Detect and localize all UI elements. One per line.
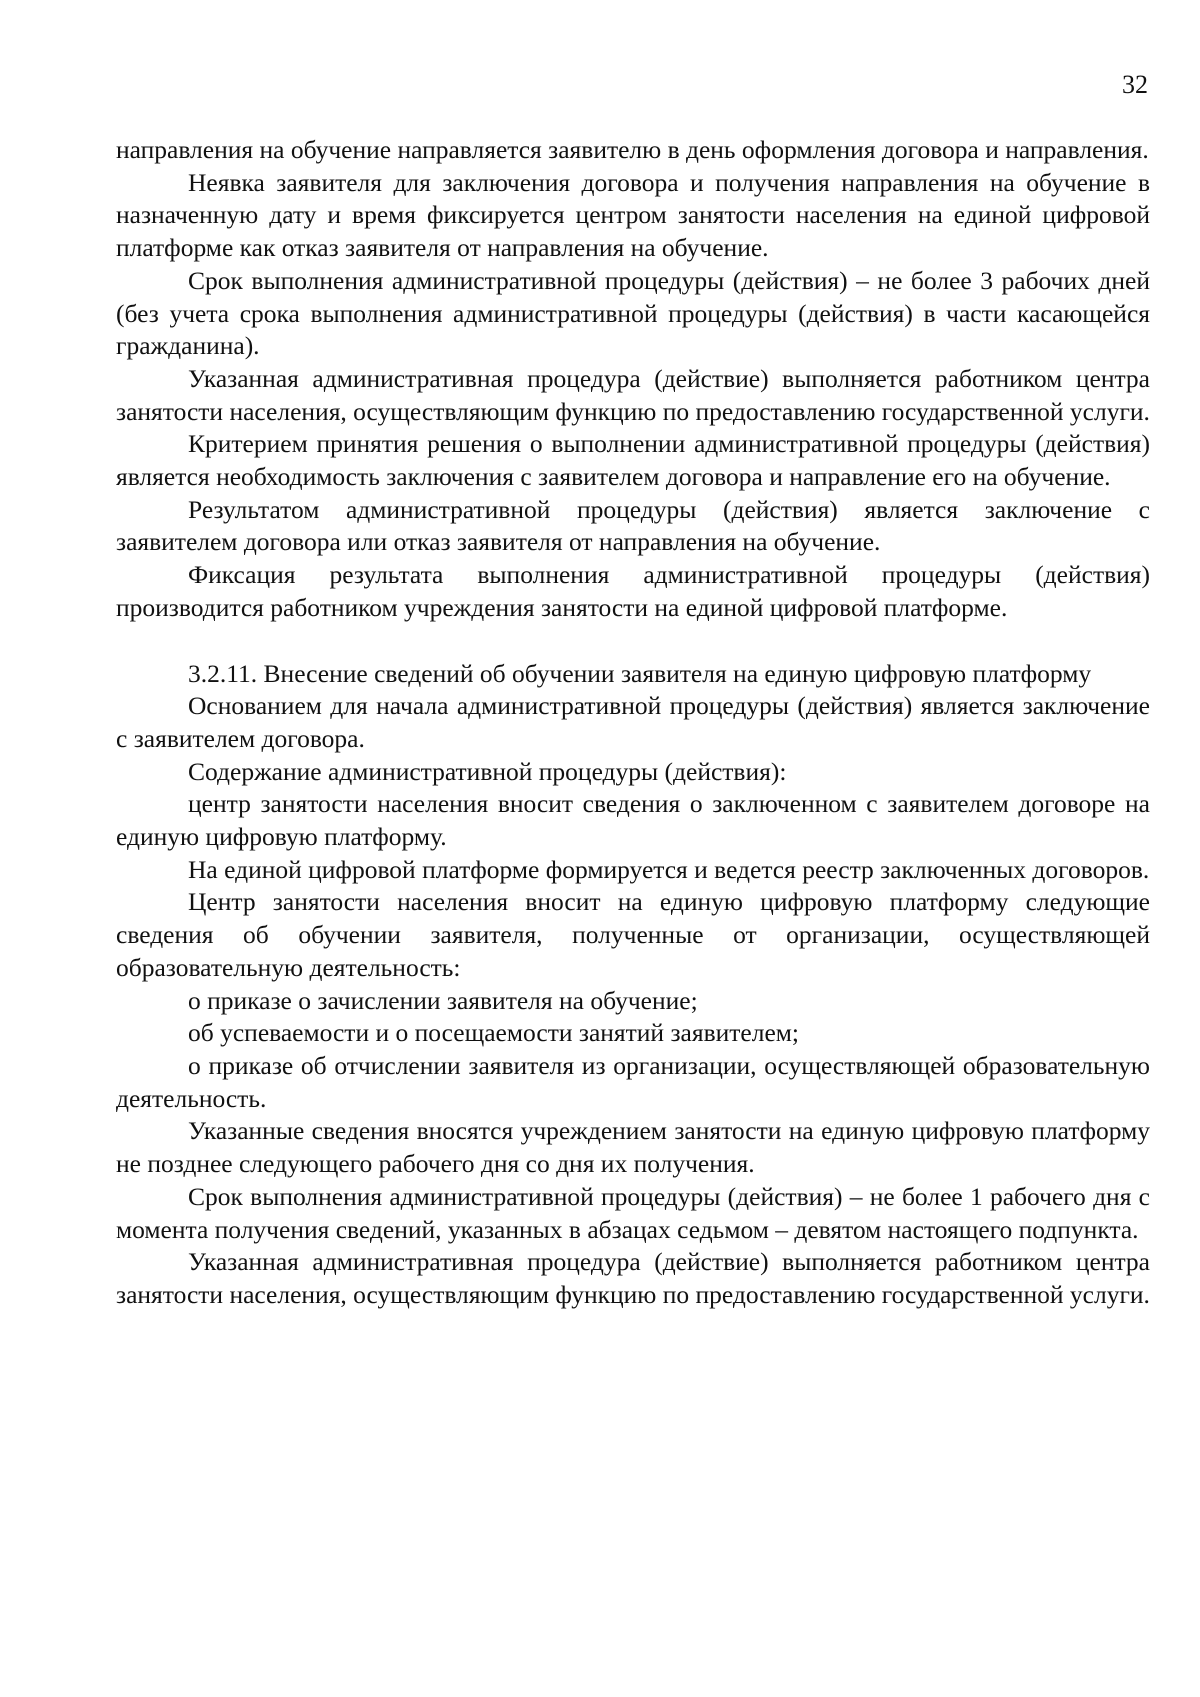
page-number: 32 (1122, 70, 1148, 99)
paragraph-fixation: Фиксация результата выполнения административной процедуры (действия) производится работником учреждения занятости на единой цифровой платформе. (116, 560, 1150, 622)
list-item-attendance: об успеваемости и о посещаемости занятий заявителем; (188, 1018, 799, 1048)
paragraph-performer: Указанная административная процедура (действие) выполняется работником центра занятости населения, осуществляющим функцию по предоставлению государственной услуги. (116, 363, 1150, 426)
paragraph-information-list: Центр занятости населения вносит на единую цифровую платформу следующие сведения об обучении заявителя, полученные от организации, осуществляющей образовательную деятельность: (116, 887, 1150, 982)
paragraph-center-records: центр занятости населения вносит сведения о заключенном с заявителем договоре на единую цифровую платформу. (116, 789, 1150, 852)
paragraph-registry: На единой цифровой платформе формируется и ведется реестр заключенных договоров. (188, 854, 1150, 884)
paragraph-no-show: Неявка заявителя для заключения договора и получения направления на обучение в назначенную дату и время фиксируется центром занятости населения на единой цифровой платформе как отказ заявителя от направления на обучение. (116, 167, 1150, 263)
list-item-enrollment: о приказе о зачислении заявителя на обучение; (188, 985, 698, 1015)
paragraph-continuation: направления на обучение направляется заявителю в день оформления договора и направления. (116, 135, 1149, 164)
list-item-expulsion: о приказе об отчислении заявителя из организации, осуществляющей образовательную деятельность. (116, 1050, 1150, 1113)
paragraph-criterion: Критерием принятия решения о выполнении административной процедуры (действия) является необходимость заключения с заявителем договора и направление его на обучение. (116, 429, 1150, 492)
paragraph-deadline: Срок выполнения административной процедуры (действия) – не более 3 рабочих дней (без учета срока выполнения административной процедуры (действия) в части касающейся гражданина). (116, 265, 1150, 361)
paragraph-result: Результатом административной процедуры (действия) является заключение с заявителем договора или отказ заявителя от направления на обучение. (116, 494, 1150, 557)
paragraph-procedure-deadline: Срок выполнения административной процедуры (действия) – не более 1 рабочего дня с момента получения сведений, указанных в абзацах седьмом – девятом настоящего подпункта. (116, 1181, 1150, 1244)
paragraph-entry-deadline: Указанные сведения вносятся учреждением занятости на единую цифровую платформу не позднее следующего рабочего дня со дня их получения. (116, 1116, 1150, 1179)
paragraph-content: Содержание административной процедуры (действия): (188, 756, 787, 786)
paragraph-procedure-performer: Указанная административная процедура (действие) выполняется работником центра занятости населения, осуществляющим функцию по предоставлению государственной услуги. (116, 1247, 1150, 1309)
section-heading: 3.2.11. Внесение сведений об обучении заявителя на единую цифровую платформу (188, 658, 1092, 688)
document-body (116, 134, 1150, 1312)
paragraph-basis: Основанием для начала административной процедуры (действия) является заключение с заявителем договора. (116, 691, 1150, 753)
